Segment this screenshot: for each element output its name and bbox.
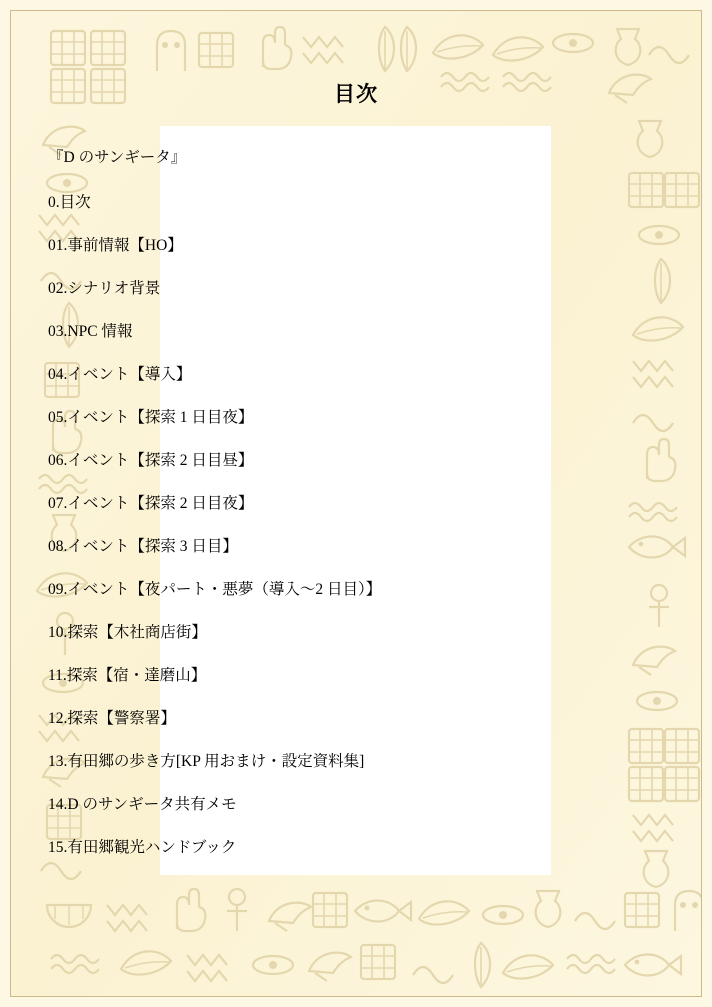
toc-entry[interactable]: 01.事前情報【HO】 — [48, 237, 183, 254]
toc-entry[interactable]: 14.D のサンギータ共有メモ — [48, 796, 237, 813]
toc-entry-title: 『D のサンギータ』 — [48, 149, 187, 166]
toc-entry[interactable]: 10.探索【木社商店街】 — [48, 624, 207, 641]
table-of-contents — [48, 147, 668, 880]
toc-entry[interactable]: 09.イベント【夜パート・悪夢（導入〜2 日目）】 — [48, 581, 382, 598]
toc-entry[interactable]: 07.イベント【探索 2 日目夜】 — [48, 495, 254, 512]
toc-entry[interactable]: 15.有田郷観光ハンドブック — [48, 839, 237, 856]
toc-entry[interactable]: 12.探索【警察署】 — [48, 710, 176, 727]
toc-entry[interactable]: 13.有田郷の歩き方[KP 用おまけ・設定資料集] — [48, 753, 365, 770]
toc-entry[interactable]: 11.探索【宿・達磨山】 — [48, 667, 207, 684]
toc-entry[interactable]: 04.イベント【導入】 — [48, 366, 192, 383]
toc-entry[interactable]: 05.イベント【探索 1 日目夜】 — [48, 409, 254, 426]
toc-entry[interactable]: 08.イベント【探索 3 日目】 — [48, 538, 238, 555]
page-title: 目次 — [334, 82, 378, 106]
toc-entry[interactable]: 0.目次 — [48, 194, 91, 211]
toc-entry[interactable]: 06.イベント【探索 2 日目昼】 — [48, 452, 254, 469]
toc-entry[interactable]: 02.シナリオ背景 — [48, 280, 161, 297]
toc-entry[interactable]: 03.NPC 情報 — [48, 323, 133, 340]
